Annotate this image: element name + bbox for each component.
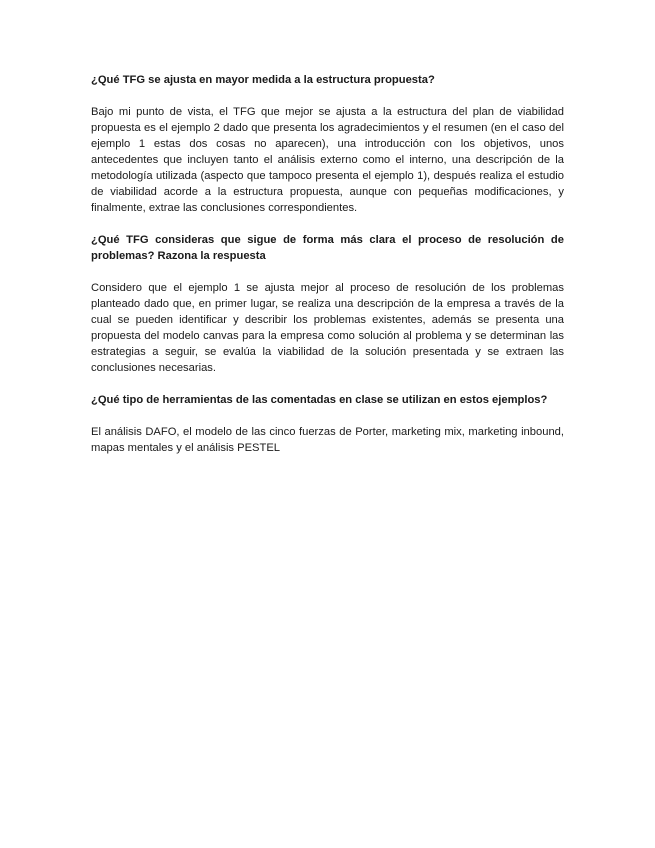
answer-3-paragraph: El análisis DAFO, el modelo de las cinco fuerzas de Porter, marketing mix, marketing inbound, mapas mentales y el análisis PESTEL <box>91 426 564 454</box>
spacer <box>91 88 564 104</box>
answer-1-paragraph: Bajo mi punto de vista, el TFG que mejor se ajusta a la estructura del plan de viabilidad propuesta es el ejemplo 2 dado que presenta los agradecimientos y el resumen (en el caso del ejemplo 1 estas dos cosas no aparecen), una introducción con los objetivos, unos antecedentes que incluyen tanto el análisis externo como el interno, una descripción de la metodología utilizada (aspecto que tampoco presenta el ejemplo 1), después realiza el estudio de viabilidad acorde a la estructura propuesta, aunque con pequeñas modificaciones, y finalmente, extrae las conclusiones correspondientes. <box>91 106 564 214</box>
document-content <box>91 72 564 456</box>
question-2-heading: ¿Qué TFG consideras que sigue de forma más clara el proceso de resolución de problemas? Razona la respuesta <box>91 234 564 262</box>
question-3-heading: ¿Qué tipo de herramientas de las comentadas en clase se utilizan en estos ejemplos? <box>91 394 548 406</box>
spacer <box>91 376 564 392</box>
spacer <box>91 408 564 424</box>
spacer <box>91 216 564 232</box>
spacer <box>91 264 564 280</box>
question-1-heading: ¿Qué TFG se ajusta en mayor medida a la estructura propuesta? <box>91 74 435 86</box>
answer-2-paragraph: Considero que el ejemplo 1 se ajusta mejor al proceso de resolución de los problemas planteado dado que, en primer lugar, se realiza una descripción de la empresa a través de la cual se pueden identificar y describir los problemas existentes, además se presenta una propuesta del modelo canvas para la empresa como solución al problema y se determinan las estrategias a seguir, se evalúa la viabilidad de la solución presentada y se extraen las conclusiones necesarias. <box>91 282 564 374</box>
